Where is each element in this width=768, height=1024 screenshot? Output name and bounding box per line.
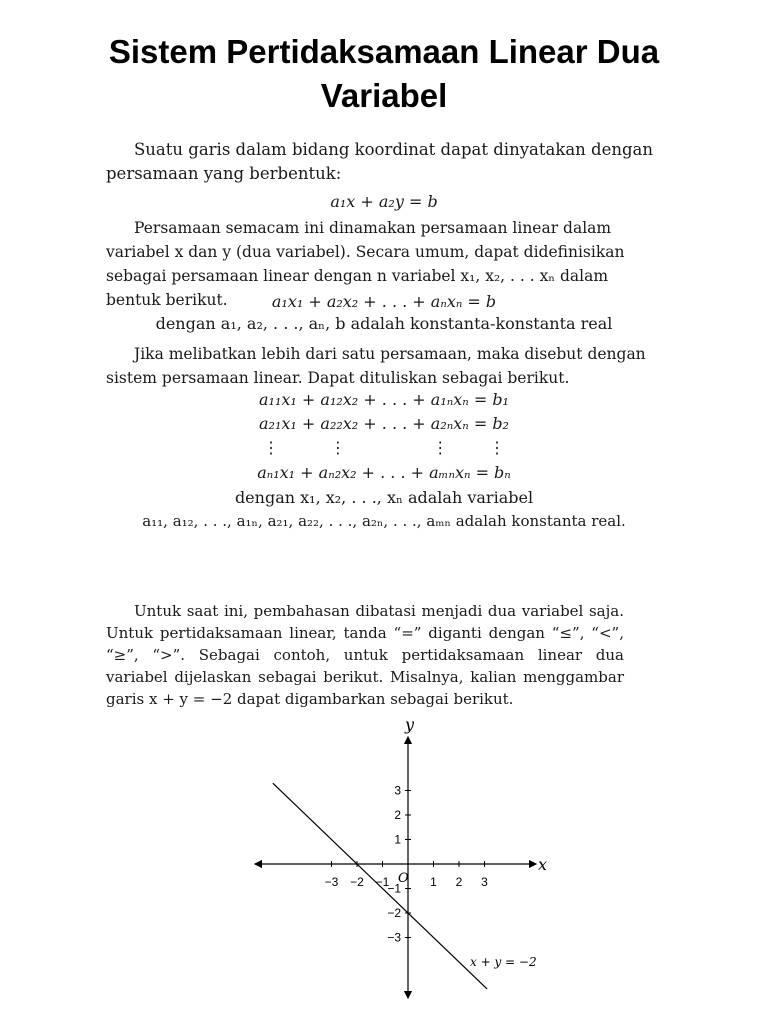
title-line-1: Sistem Pertidaksamaan Linear Dua — [108, 33, 660, 70]
system-vertical-dots: ⋮ ⋮ ⋮ ⋮ — [262, 438, 505, 457]
x-tick-label: −1 — [375, 875, 390, 889]
variables-note: dengan x₁, x₂, . . ., xₙ adalah variabel — [234, 488, 534, 507]
intro-paragraph: Suatu garis dalam bidang koordinat dapat dinyatakan dengan persamaan yang berbentuk: — [106, 140, 654, 183]
x-tick-label: 1 — [430, 875, 437, 889]
y-tick-label: −3 — [387, 930, 401, 945]
system-row-2: a₂₁x₁ + a₂₂x₂ + . . . + a₂ₙxₙ = b₂ — [259, 414, 509, 433]
equation-n-variables: a₁x₁ + a₂x₂ + . . . + aₙxₙ = b — [271, 292, 497, 311]
x-tick-label: 2 — [455, 875, 463, 889]
x-tick-label: 3 — [481, 875, 488, 889]
system-row-1: a₁₁x₁ + a₁₂x₂ + . . . + a₁ₙxₙ = b₁ — [259, 390, 509, 409]
system-row-n: aₙ₁x₁ + aₙ₂x₂ + . . . + aₘₙxₙ = bₙ — [257, 463, 511, 482]
y-tick-label: 3 — [394, 783, 401, 798]
y-tick-label: 2 — [394, 808, 401, 822]
constants-note: dengan a₁, a₂, . . ., aₙ, b adalah konstanta-konstanta real — [155, 314, 613, 333]
x-tick-label: −3 — [324, 875, 339, 889]
line-equation-label: x + y = −2 — [470, 955, 537, 969]
title-line-2: Variabel — [320, 77, 448, 114]
equation-line: a₁x + a₂y = b — [330, 192, 438, 211]
inequality-paragraph: Untuk saat ini, pembahasan dibatasi menjadi dua variabel saja. Untuk pertidaksamaan linear, tanda “=” diganti dengan “≤”, “<”, “≥”, “>”. Sebagai contoh, untuk pertidaksamaan linear dua variabel dijelaskan sebagai berikut. Misalnya, kalian menggambar garis x + y = −2 dapat digambarkan sebagai berikut. — [106, 602, 624, 708]
system-paragraph: Jika melibatkan lebih dari satu persamaan, maka disebut dengan sistem persamaan linear. Dapat dituliskan sebagai berikut. — [106, 345, 646, 387]
constants-real-note: a₁₁, a₁₂, . . ., a₁ₙ, a₂₁, a₂₂, . . ., a₂ₙ, . . ., aₘₙ adalah konstanta real. — [142, 512, 626, 530]
x-axis-label: x — [538, 855, 548, 874]
definition-paragraph: Persamaan semacam ini dinamakan persamaan linear dalam variabel x dan y (dua variabel). Secara umum, dapat didefinisikan sebagai persamaan linear dengan n variabel x₁, x₂, . . . xₙ dalam bentuk berikut. — [106, 219, 625, 309]
y-tick-label: −2 — [387, 906, 401, 920]
y-axis-label: y — [405, 715, 415, 734]
y-tick-label: −1 — [387, 881, 401, 896]
x-tick-label: −2 — [350, 875, 364, 889]
origin-label: O — [398, 871, 409, 886]
y-tick-label: 1 — [394, 832, 401, 847]
